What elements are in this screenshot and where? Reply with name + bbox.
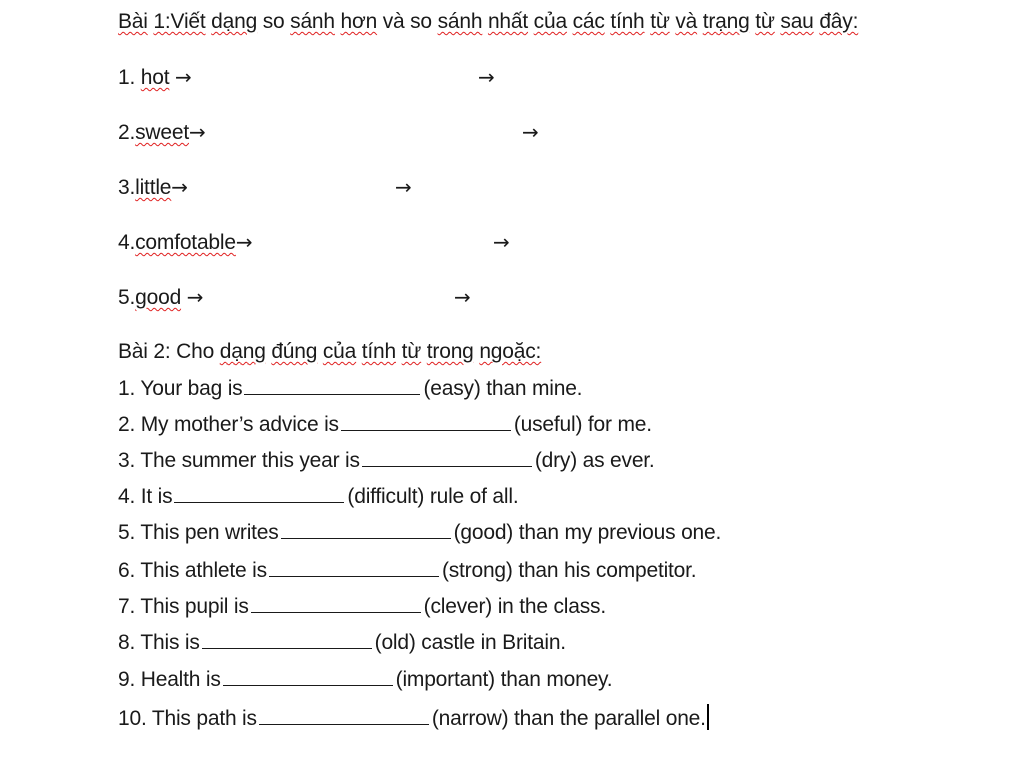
arrow-icon: → xyxy=(478,65,495,89)
sentence-end: (old) castle in Britain. xyxy=(374,631,566,654)
item-number: 3. xyxy=(118,176,136,199)
title-word: Bài xyxy=(118,340,148,363)
title-word: trạng xyxy=(702,10,750,33)
item-number: 2. xyxy=(118,121,136,144)
arrow-icon: → xyxy=(188,120,206,144)
title-word: dạng xyxy=(211,10,258,33)
title-word: ngoặc: xyxy=(479,340,542,363)
sentence-start: 6. This athlete is xyxy=(118,559,267,582)
ex2-item xyxy=(118,520,721,546)
title-word: so xyxy=(262,10,285,33)
item-number: 1. xyxy=(118,66,136,89)
title-word: nhất xyxy=(487,10,529,33)
arrow-icon: → xyxy=(395,175,412,199)
arrow-icon: → xyxy=(522,120,539,144)
title-word: và xyxy=(675,10,698,33)
title-word: hơn xyxy=(340,10,378,33)
answer-blank[interactable] xyxy=(223,667,393,686)
answer-blank[interactable] xyxy=(341,412,511,431)
title-word: sánh xyxy=(290,10,335,33)
title-word: tính xyxy=(361,340,397,363)
arrow-icon: → xyxy=(175,65,192,89)
answer-blank[interactable] xyxy=(244,376,420,395)
text-cursor xyxy=(707,704,709,730)
title-word: đây: xyxy=(819,10,859,33)
sentence-start: 2. My mother’s advice is xyxy=(118,413,339,436)
answer-blank[interactable] xyxy=(174,484,344,503)
item-word: little xyxy=(135,176,172,199)
title-word: và so xyxy=(382,10,432,33)
ex2-item xyxy=(118,630,566,656)
sentence-start: 8. This is xyxy=(118,631,200,654)
sentence-end: (easy) than mine. xyxy=(423,377,583,400)
arrow-icon: → xyxy=(454,285,471,309)
item-word: hot xyxy=(140,66,170,89)
title-word: đúng xyxy=(271,340,318,363)
title-word: sau xyxy=(780,10,814,33)
title-word: trong xyxy=(426,340,474,363)
ex1-item xyxy=(118,174,188,201)
exercise-1-title xyxy=(118,9,858,35)
sentence-start: 5. This pen writes xyxy=(118,521,279,544)
exercise-2-title xyxy=(118,339,541,365)
arrow-icon: → xyxy=(493,230,510,254)
ex1-item xyxy=(118,284,203,311)
item-number: 4. xyxy=(118,231,136,254)
title-word: dạng xyxy=(219,340,266,363)
item-word: good xyxy=(135,286,182,309)
title-word: Cho xyxy=(176,340,215,363)
item-number: 5. xyxy=(118,286,136,309)
answer-blank[interactable] xyxy=(269,558,439,577)
title-word: tính xyxy=(610,10,645,33)
arrow-icon: → xyxy=(186,285,204,309)
arrow-icon: → xyxy=(171,175,188,199)
sentence-start: 9. Health is xyxy=(118,668,221,691)
sentence-end: (clever) in the class. xyxy=(423,595,606,618)
ex2-item xyxy=(118,667,612,693)
sentence-start: 1. Your bag is xyxy=(118,377,243,400)
arrow-icon: → xyxy=(235,230,253,254)
title-word: của xyxy=(533,10,567,33)
answer-blank[interactable] xyxy=(281,520,451,539)
ex1-item xyxy=(118,64,192,91)
ex1-item xyxy=(118,119,206,146)
sentence-end: (useful) for me. xyxy=(513,413,652,436)
ex1-item xyxy=(118,229,252,256)
sentence-end: (good) than my previous one. xyxy=(453,521,722,544)
answer-blank[interactable] xyxy=(259,706,429,725)
sentence-end: (narrow) than the parallel one. xyxy=(431,707,706,730)
title-word: từ xyxy=(650,10,670,33)
title-word: sánh xyxy=(437,10,483,33)
sentence-start: 3. The summer this year is xyxy=(118,449,360,472)
sentence-start: 4. It is xyxy=(118,485,173,508)
ex2-item xyxy=(118,704,709,732)
ex2-item xyxy=(118,448,655,474)
ex2-item xyxy=(118,412,652,438)
answer-blank[interactable] xyxy=(251,594,421,613)
sentence-start: 7. This pupil is xyxy=(118,595,249,618)
title-word: 2: xyxy=(153,340,171,363)
item-word: sweet xyxy=(135,121,189,144)
title-word: từ xyxy=(755,10,775,33)
title-word: Bài xyxy=(118,10,148,33)
answer-blank[interactable] xyxy=(202,630,372,649)
ex2-item xyxy=(118,376,582,402)
title-word: các xyxy=(572,10,605,33)
answer-blank[interactable] xyxy=(362,448,532,467)
sentence-end: (strong) than his competitor. xyxy=(441,559,697,582)
ex2-item xyxy=(118,484,518,510)
title-word: 1:Viết xyxy=(153,10,206,33)
item-word: comfotable xyxy=(135,231,236,254)
sentence-end: (important) than money. xyxy=(395,668,613,691)
ex2-item xyxy=(118,558,696,584)
sentence-end: (dry) as ever. xyxy=(534,449,655,472)
sentence-start: 10. This path is xyxy=(118,707,257,730)
ex2-item xyxy=(118,594,606,620)
sentence-end: (difficult) rule of all. xyxy=(347,485,519,508)
title-word: của xyxy=(322,340,357,363)
title-word: từ xyxy=(401,340,422,363)
